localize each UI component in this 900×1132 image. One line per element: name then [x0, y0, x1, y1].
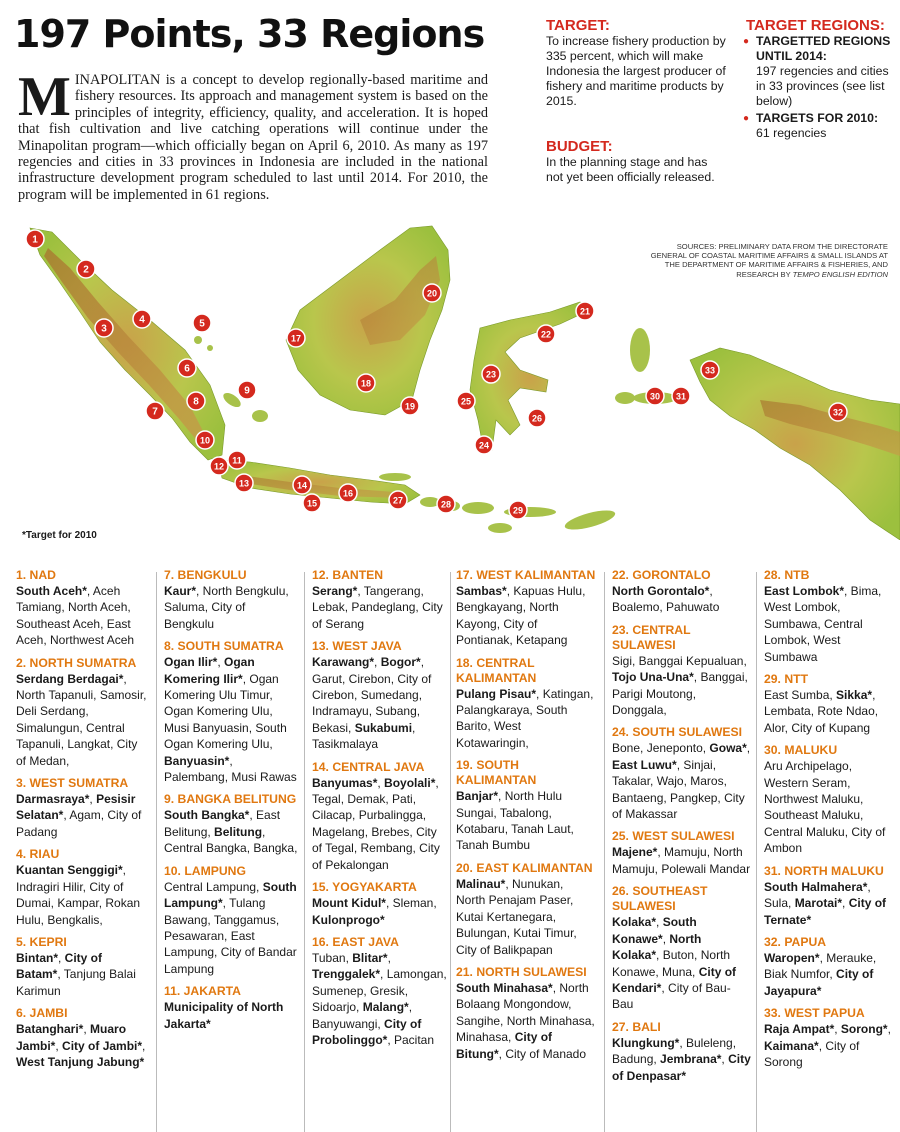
target-regions-label: TARGETTED REGIONS UNTIL 2014:	[756, 34, 891, 63]
region-entry	[612, 829, 752, 877]
region-body: Majene*, Mamuju, North Mamuju, Polewali Mandar	[612, 845, 751, 876]
region-entry	[312, 880, 450, 928]
region-marker-13	[235, 474, 253, 492]
region-marker-label: 18	[360, 378, 372, 389]
region-body: East Sumba, Sikka*, Lembata, Rote Ndao, Alor, City of Kupang	[764, 688, 879, 735]
sources-note	[640, 242, 888, 279]
region-entry	[164, 984, 298, 1032]
region-marker-label: 24	[478, 440, 490, 451]
sumatra-ridge	[44, 248, 205, 442]
region-body: Bintan*, City of Batam*, Tanjung Balai Karimun	[16, 950, 136, 998]
region-title: 14. CENTRAL JAVA	[312, 759, 425, 774]
region-body: Serang*, Tangerang, Lebak, Pandeglang, City of Serang	[312, 584, 443, 631]
regions-column	[16, 568, 150, 1077]
region-entry	[16, 1006, 150, 1070]
region-marker-label: 31	[675, 391, 687, 402]
region-marker-17	[287, 329, 305, 347]
region-entry	[764, 672, 896, 736]
region-body: South Minahasa*, North Bolaang Mongondow, Sangihe, North Minahasa, Minahasa, City of Bitung*, City of Manado	[456, 980, 595, 1061]
region-body: Serdang Berdagai*, North Tapanuli, Samosir, Deli Serdang, Simalungun, Central Tapanuli, Langkat, City of Medan,	[16, 671, 147, 768]
region-marker-label: 26	[531, 413, 543, 424]
region-title: 31. NORTH MALUKU	[764, 863, 884, 878]
intro-dropcap: M	[18, 66, 71, 128]
halmahera-island	[630, 328, 650, 372]
region-marker-label: 32	[832, 407, 844, 418]
region-marker-18	[357, 374, 375, 392]
target-regions-heading: TARGET REGIONS:	[746, 17, 885, 34]
region-body: Banjar*, North Hulu Sungai, Tabalong, Kotabaru, Tanah Laut, Tanah Bumbu	[456, 789, 574, 853]
region-body: North Gorontalo*, Boalemo, Pahuwato	[612, 584, 720, 615]
intro-text: is a concept to develop regionally-based maritime and fishery resources. Its approach and management system is based on the principles of integrity, efficiency, quality, and acceleration. It is hoped that fish cultivation and live catching operations will continue under the Minapolitan program—which officially began on April 6, 2010. As many as 197 regencies and cities in 33 provinces in Indonesia are included in the national infrastructure development program scheduled to last until 2014. For 2010, the program will be implemented in 61 regions.	[18, 72, 488, 203]
region-title: 33. WEST PAPUA	[764, 1006, 865, 1021]
region-title: 8. SOUTH SUMATRA	[164, 639, 284, 654]
region-marker-label: 5	[199, 318, 205, 330]
region-marker-label: 10	[199, 435, 211, 446]
region-body: South Bangka*, East Belitung, Belitung, Central Bangka, Bangka,	[164, 808, 298, 856]
region-marker-15	[303, 494, 321, 512]
region-marker-21	[576, 302, 594, 320]
region-entry	[456, 568, 596, 649]
buru-island	[615, 392, 635, 404]
region-marker-12	[210, 457, 228, 475]
region-marker-24	[475, 436, 493, 454]
region-entry	[456, 656, 596, 752]
region-body: Karawang*, Bogor*, Garut, Cirebon, City of Cirebon, Sumedang, Indramayu, Subang, Bekasi, Sukabumi, Tasikmalaya	[312, 655, 432, 752]
region-body: Aru Archipelago, Western Seram, Northwest Maluku, Southeast Maluku, Central Maluku, City of Ambon	[764, 759, 886, 856]
region-body: Central Lampung, South Lampung*, Tulang Bawang, Tanggamus, Pesawaran, East Lampung, City of Bandar Lampung	[164, 879, 297, 976]
region-body: Sigi, Banggai Kepualuan, Tojo Una-Una*, Banggai, Parigi Moutong, Donggala,	[612, 653, 748, 718]
riau-island	[194, 336, 202, 344]
region-entry	[312, 935, 450, 1048]
regions-column	[312, 568, 450, 1055]
region-marker-label: 27	[392, 495, 404, 506]
region-title: 3. WEST SUMATRA	[16, 776, 129, 791]
region-title: 9. BANGKA BELITUNG	[164, 792, 297, 807]
region-marker-label: 15	[306, 498, 318, 509]
region-title: 10. LAMPUNG	[164, 863, 246, 878]
region-body: Kuantan Senggigi*, Indragiri Hilir, City of Dumai, Kampar, Rokan Hulu, Bengkalis,	[16, 863, 141, 927]
region-body: Kolaka*, South Konawe*, North Kolaka*, Buton, North Konawe, Muna, City of Kendari*, City of Bau-Bau	[612, 915, 737, 1012]
region-entry	[612, 884, 752, 1012]
region-body: Batanghari*, Muaro Jambi*, City of Jambi*, West Tanjung Jabung*	[16, 1022, 146, 1069]
target-regions-text: 61 regencies	[756, 126, 827, 140]
budget-heading: BUDGET:	[546, 138, 613, 155]
region-entry	[16, 776, 150, 840]
region-marker-28	[437, 495, 455, 513]
region-entry	[612, 1020, 752, 1084]
regions-list	[0, 560, 900, 1132]
region-marker-label: 6	[184, 363, 190, 375]
region-entry	[456, 861, 596, 958]
region-entry	[764, 1006, 896, 1070]
region-entry	[764, 864, 896, 928]
region-title: 17. WEST KALIMANTAN	[456, 568, 596, 582]
region-marker-label: 12	[213, 461, 225, 472]
region-entry	[612, 725, 752, 822]
region-title: 12. BANTEN	[312, 568, 384, 582]
region-marker-19	[401, 397, 419, 415]
region-title: 15. YOGYAKARTA	[312, 880, 417, 895]
region-marker-3	[95, 319, 113, 337]
region-entry	[164, 568, 298, 632]
region-marker-32	[829, 403, 847, 421]
region-marker-label: 21	[579, 306, 591, 317]
region-body: Darmasraya*, Pesisir Selatan*, Agam, City of Padang	[16, 792, 142, 839]
region-entry	[16, 568, 150, 649]
region-marker-label: 33	[704, 365, 716, 376]
region-entry	[164, 639, 298, 785]
region-title: 30. MALUKU	[764, 743, 838, 758]
region-marker-27	[389, 491, 407, 509]
region-marker-label: 3	[101, 323, 107, 335]
region-body: Bone, Jeneponto, Gowa*, East Luwu*, Sinjai, Takalar, Wajo, Maros, Bantaeng, Pangkep, City of Makassar	[612, 741, 751, 822]
region-marker-label: 25	[460, 396, 472, 407]
region-body: Sambas*, Kapuas Hulu, Bengkayang, North Kayong, City of Pontianak, Ketapang	[456, 584, 586, 648]
region-body: Banyumas*, Boyolali*, Tegal, Demak, Pati, Cilacap, Purbalingga, Magelang, Brebes, City of Tegal, Rembang, City of Pekalongan	[312, 775, 440, 872]
region-entry	[764, 743, 896, 856]
region-marker-11	[228, 451, 246, 469]
region-marker-label: 20	[426, 288, 438, 299]
region-title: 11. JAKARTA	[164, 984, 241, 999]
region-body: Raja Ampat*, Sorong*, Kaimana*, City of Sorong	[764, 1022, 891, 1069]
region-title: 27. BALI	[612, 1019, 661, 1034]
region-body: Mount Kidul*, Sleman, Kulonprogo*	[312, 896, 437, 927]
region-title: 32. PAPUA	[764, 934, 827, 949]
region-marker-20	[423, 284, 441, 302]
sumbawa-island	[462, 502, 494, 514]
region-marker-label: 7	[152, 406, 158, 418]
region-body: Municipality of North Jakarta*	[164, 1000, 284, 1031]
budget-box	[546, 139, 726, 185]
region-marker-30	[646, 387, 664, 405]
region-body: South Halmahera*, Sula, Marotai*, City of Ternate*	[764, 879, 887, 927]
regions-column	[164, 568, 298, 1039]
region-title: 21. NORTH SULAWESI	[456, 964, 587, 979]
region-marker-label: 28	[440, 499, 452, 510]
region-marker-29	[509, 501, 527, 519]
region-marker-label: 14	[296, 480, 308, 491]
region-marker-label: 29	[512, 505, 524, 516]
region-marker-33	[701, 361, 719, 379]
region-marker-6	[178, 359, 196, 377]
region-body: South Aceh*, Aceh Tamiang, North Aceh, Southeast Aceh, East Aceh, Northwest Aceh	[16, 584, 135, 648]
region-title: 6. JAMBI	[16, 1006, 68, 1021]
region-marker-label: 8	[193, 396, 199, 408]
target-regions-text: 197 regencies and cities in 33 provinces (see list below)	[756, 64, 889, 108]
region-marker-7	[146, 402, 164, 420]
intro-lead: INAPOLITAN	[74, 72, 161, 88]
region-marker-31	[672, 387, 690, 405]
region-body: Ogan Ilir*, Ogan Komering Ilir*, Ogan Komering Ulu Timur, Ogan Komering Ulu, Musi Banyuasin, South Ogan Komering Ulu, Banyuasin*, Palembang, Musi Rawas	[164, 655, 297, 785]
region-title: 19. SOUTH KALIMANTAN	[456, 758, 537, 788]
region-marker-label: 2	[83, 264, 89, 276]
region-marker-22	[537, 325, 555, 343]
region-marker-label: 30	[649, 391, 661, 402]
region-entry	[764, 568, 896, 665]
target-footnote: *Target for 2010	[22, 530, 97, 541]
region-body: Waropen*, Merauke, Biak Numfor, City of Jayapura*	[764, 950, 877, 998]
region-marker-4	[133, 310, 151, 328]
region-title: 23. CENTRAL SULAWESI	[612, 622, 691, 652]
region-entry	[16, 935, 150, 999]
sources-text: SOURCES: PRELIMINARY DATA FROM THE DIRECTORATE GENERAL OF COASTAL MARITIME AFFAIRS & SMALL ISLANDS AT THE DEPARTMENT OF MARITIME AFFAIRS & FISHERIES, AND RESEARCH BY	[650, 242, 888, 279]
region-entry	[16, 656, 150, 769]
region-title: 4. RIAU	[16, 847, 60, 862]
region-title: 25. WEST SULAWESI	[612, 829, 735, 844]
region-title: 18. CENTRAL KALIMANTAN	[456, 655, 537, 685]
region-entry	[764, 935, 896, 999]
region-marker-16	[339, 484, 357, 502]
budget-text: In the planning stage and has not yet been officially released.	[546, 155, 715, 184]
region-title: 1. NAD	[16, 568, 56, 582]
region-marker-26	[528, 409, 546, 427]
region-marker-23	[482, 365, 500, 383]
region-body: Tuban, Blitar*, Trenggalek*, Lamongan, Sumenep, Gresik, Sidoarjo, Malang*, Banyuwangi, City of Probolinggo*, Pacitan	[312, 950, 447, 1047]
region-title: 26. SOUTHEAST SULAWESI	[612, 884, 708, 914]
region-entry	[612, 568, 752, 616]
region-marker-label: 19	[404, 401, 416, 412]
timor-island	[563, 507, 617, 534]
region-marker-10	[196, 431, 214, 449]
region-marker-label: 13	[238, 478, 250, 489]
column-divider	[304, 572, 305, 1132]
target-box	[546, 18, 726, 109]
region-marker-label: 9	[244, 385, 250, 397]
target-text: To increase fishery production by 335 percent, which will make Indonesia the largest producer of fishery and maritime products by 2015.	[546, 34, 726, 108]
column-divider	[604, 572, 605, 1132]
target-regions-label: TARGETS FOR 2010:	[756, 111, 879, 125]
region-marker-label: 23	[485, 369, 497, 380]
column-divider	[156, 572, 157, 1132]
regions-column	[764, 568, 896, 1077]
region-title: 22. GORONTALO	[612, 568, 711, 582]
region-body: Malinau*, Nunukan, North Penajam Paser, Kutai Kertanegara, Bulungan, Kutai Timur, City of Balikpapan	[456, 876, 577, 957]
region-body: Klungkung*, Buleleng, Badung, Jembrana*, City of Denpasar*	[612, 1035, 751, 1083]
region-title: 29. NTT	[764, 672, 809, 687]
region-entry	[312, 760, 450, 873]
regions-column	[612, 568, 752, 1091]
riau-island	[207, 345, 213, 351]
region-entry	[312, 639, 450, 752]
region-marker-9	[238, 381, 256, 399]
region-marker-1	[26, 230, 44, 248]
region-marker-14	[293, 476, 311, 494]
region-title: 7. BENGKULU	[164, 568, 247, 582]
target-regions-item	[746, 111, 894, 141]
region-marker-label: 11	[232, 455, 242, 466]
region-marker-25	[457, 392, 475, 410]
region-marker-label: 22	[540, 329, 552, 340]
region-entry	[16, 847, 150, 928]
sumba-island	[488, 523, 512, 533]
belitung-island	[252, 410, 268, 422]
target-heading: TARGET:	[546, 17, 610, 34]
target-regions-item	[746, 34, 894, 109]
sources-italic: TEMPO ENGLISH EDITION	[792, 269, 888, 279]
region-entry	[312, 568, 450, 632]
intro-paragraph	[18, 66, 488, 203]
region-body: Kaur*, North Bengkulu, Saluma, City of Bengkulu	[164, 584, 289, 631]
region-marker-label: 1	[32, 234, 38, 246]
region-entry	[612, 623, 752, 719]
region-entry	[456, 758, 596, 854]
column-divider	[756, 572, 757, 1132]
region-marker-5	[193, 314, 211, 332]
target-regions-box	[746, 18, 894, 143]
region-marker-label: 16	[342, 488, 354, 499]
region-title: 24. SOUTH SULAWESI	[612, 725, 743, 740]
region-title: 5. KEPRI	[16, 934, 67, 949]
region-marker-label: 4	[139, 314, 145, 326]
region-entry	[164, 864, 298, 977]
region-title: 20. EAST KALIMANTAN	[456, 860, 593, 875]
region-title: 28. NTB	[764, 568, 810, 582]
page-title: 197 Points, 33 Regions	[14, 12, 485, 56]
region-body: East Lombok*, Bima, West Lombok, Sumbawa, Central Lombok, West Sumbawa	[764, 584, 882, 664]
region-title: 2. NORTH SUMATRA	[16, 655, 137, 670]
region-entry	[456, 965, 596, 1062]
region-marker-label: 17	[290, 333, 302, 344]
region-title: 13. WEST JAVA	[312, 639, 402, 654]
region-marker-2	[77, 260, 95, 278]
region-body: Pulang Pisau*, Katingan, Palangkaraya, South Barito, West Kotawaringin,	[456, 686, 594, 750]
regions-column	[456, 568, 596, 1069]
region-entry	[164, 792, 298, 856]
region-marker-8	[187, 392, 205, 410]
column-divider	[450, 572, 451, 1132]
madura-island	[379, 473, 411, 481]
region-title: 16. EAST JAVA	[312, 934, 399, 949]
